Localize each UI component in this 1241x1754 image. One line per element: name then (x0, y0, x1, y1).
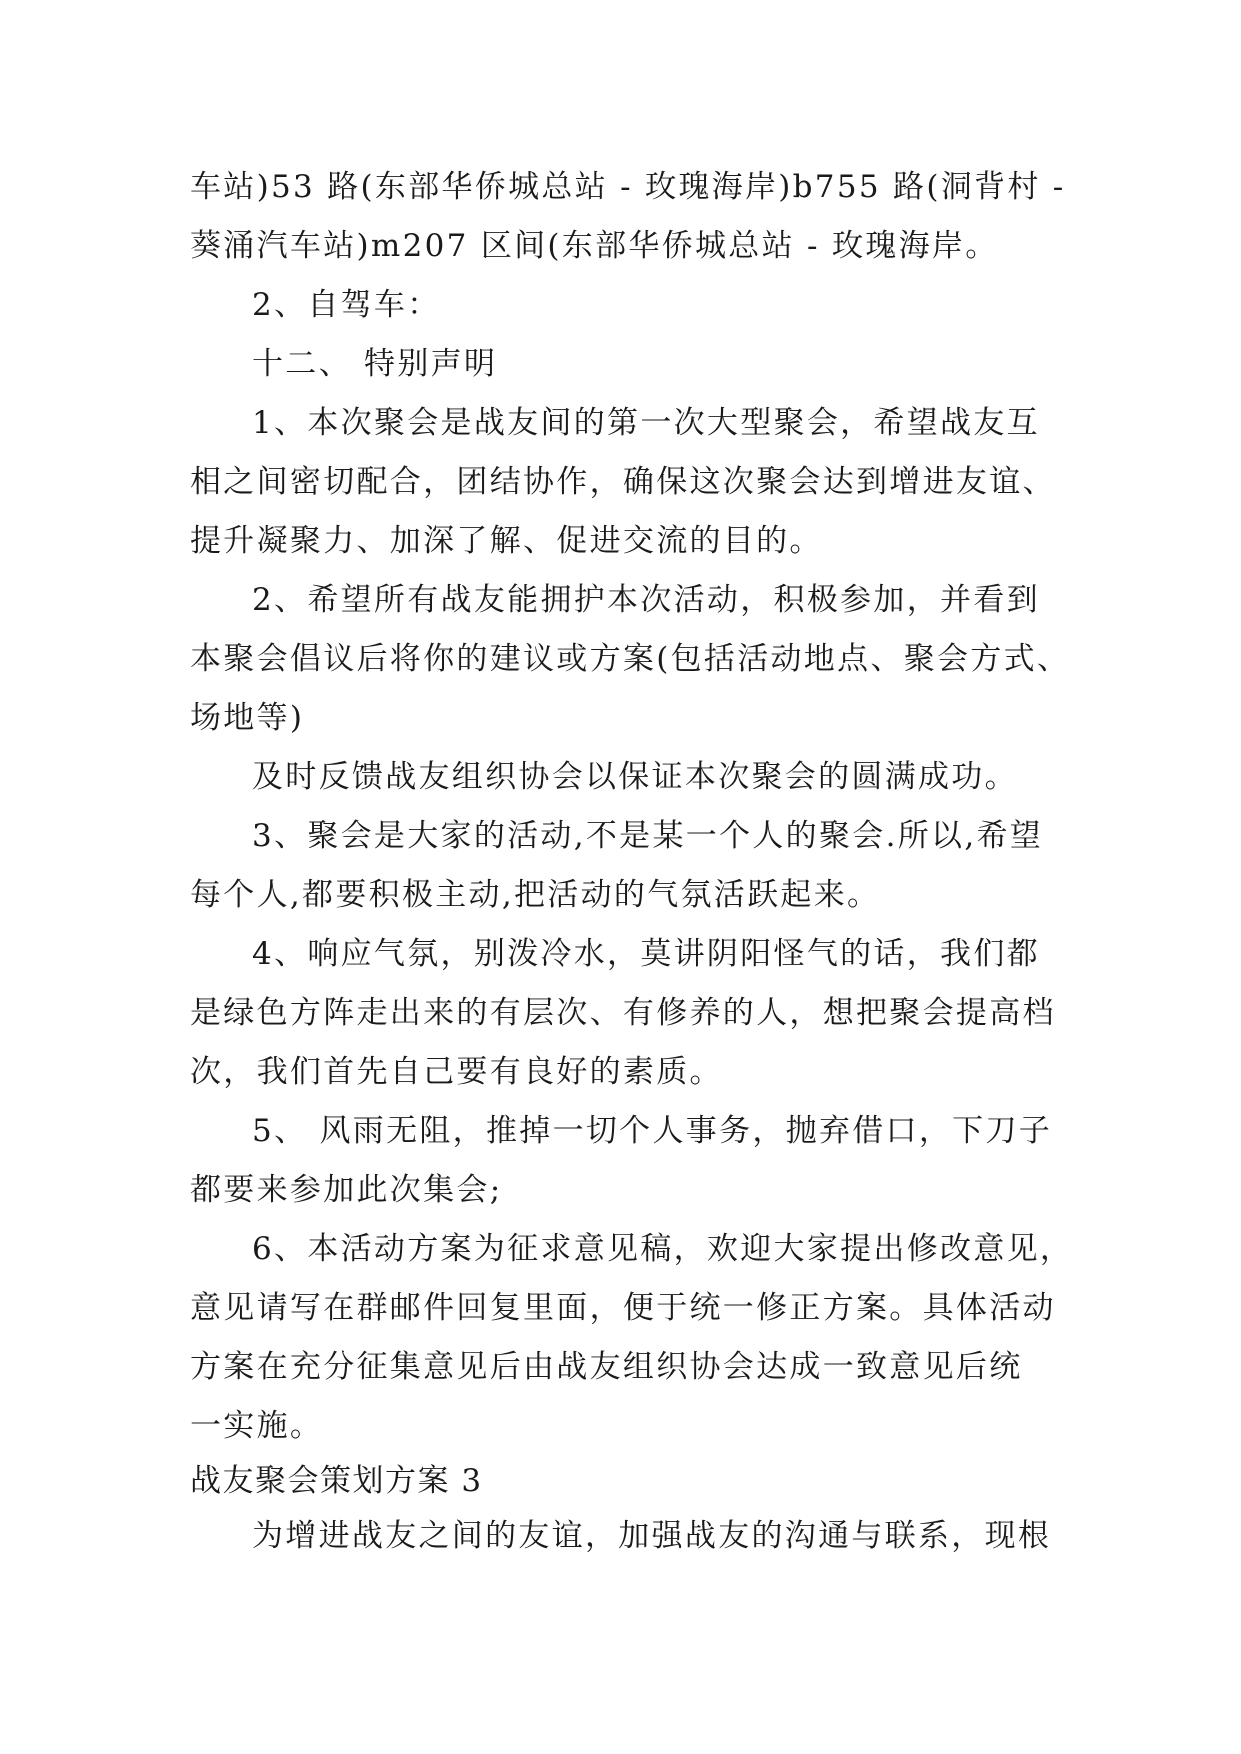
text-line-13: 每个人,都要积极主动,把活动的气氛活跃起来。 (190, 877, 881, 913)
text-line-3: 2、自驾车： (252, 287, 441, 323)
text-line-16: 次，我们首先自己要有良好的素质。 (190, 1054, 723, 1090)
text-line-2: 葵涌汽车站)m207 区间(东部华侨城总站 - 玫瑰海岸。 (190, 228, 999, 264)
text-line-18: 都要来参加此次集会; (190, 1172, 503, 1208)
text-line-1: 车站)53 路(东部华侨城总站 - 玫瑰海岸)b755 路(洞背村 - (190, 169, 1066, 205)
text-line-8: 2、希望所有战友能拥护本次活动，积极参加，并看到 (252, 582, 1040, 618)
text-line-22: 一实施。 (190, 1408, 324, 1444)
document-body (190, 158, 1074, 1566)
text-line-17: 5、 风雨无阻，推掉一切个人事务，抛弃借口，下刀子 (252, 1113, 1053, 1149)
text-line-20: 意见请写在群邮件回复里面，便于统一修正方案。具体活动 (190, 1290, 1056, 1326)
text-line-24: 为增进战友之间的友谊，加强战友的沟通与联系，现根 (252, 1518, 1052, 1554)
text-line-7: 提升凝聚力、加深了解、促进交流的目的。 (190, 523, 823, 559)
text-line-11: 及时反馈战友组织协会以保证本次聚会的圆满成功。 (252, 759, 1018, 795)
text-line-10: 场地等) (190, 700, 305, 736)
text-line-6: 相之间密切配合，团结协作，确保这次聚会达到增进友谊、 (190, 464, 1056, 500)
text-line-19: 6、本活动方案为征求意见稿，欢迎大家提出修改意见， (252, 1231, 1074, 1267)
text-line-5: 1、本次聚会是战友间的第一次大型聚会，希望战友互 (252, 405, 1040, 441)
section-heading-special-statement: 十二、 特别声明 (252, 346, 498, 382)
text-line-21: 方案在充分征集意见后由战友组织协会达成一致意见后统 (190, 1349, 1023, 1385)
text-line-15: 是绿色方阵走出来的有层次、有修养的人，想把聚会提高档 (190, 995, 1056, 1031)
text-line-9: 本聚会倡议后将你的建议或方案(包括活动地点、聚会方式、 (190, 641, 1071, 677)
text-line-14: 4、响应气氛，别泼冷水，莫讲阴阳怪气的话，我们都 (252, 936, 1040, 972)
text-line-12: 3、聚会是大家的活动,不是某一个人的聚会.所以,希望 (252, 818, 1044, 854)
document-title-plan-3: 战友聚会策划方案 3 (190, 1463, 483, 1499)
